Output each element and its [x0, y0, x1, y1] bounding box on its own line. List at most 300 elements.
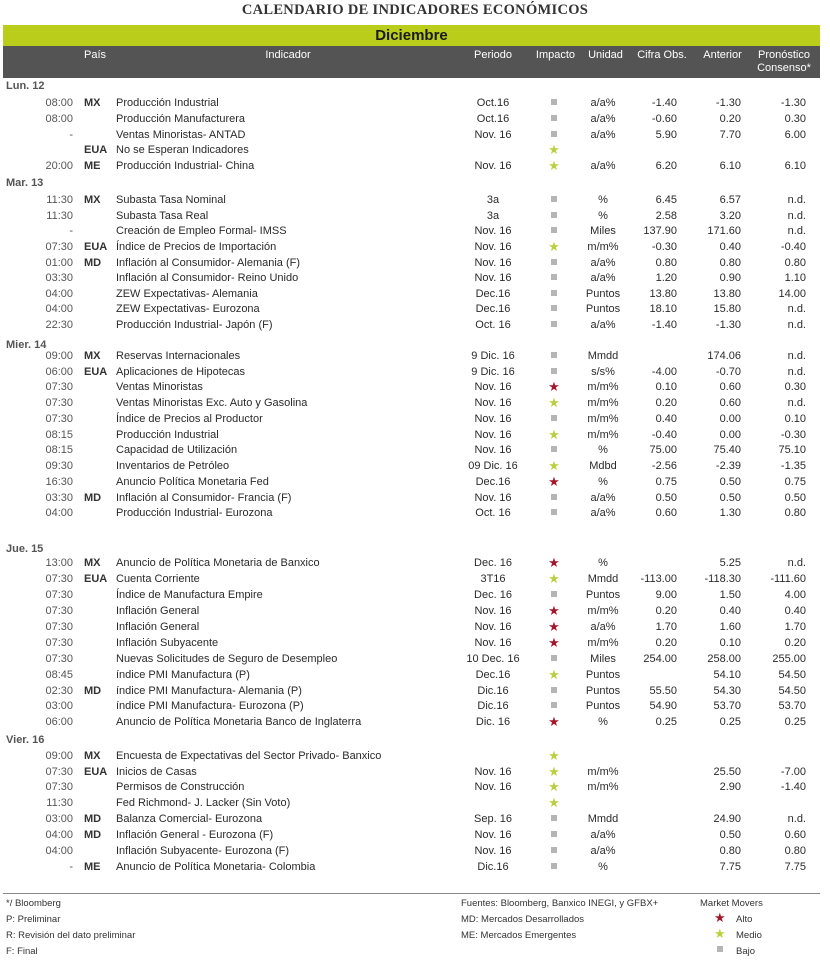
cell-previous: -118.30	[704, 573, 741, 585]
footer-divider	[3, 893, 820, 894]
cell-country: MX	[84, 750, 101, 762]
cell-impact	[537, 603, 571, 620]
cell-period: Nov. 16	[474, 444, 512, 456]
cell-indicator: Encuesta de Expectativas del Sector Privado- Banxico	[116, 750, 382, 762]
day-label: Mier. 14	[6, 339, 47, 351]
impact-medium-star-icon: ★	[548, 458, 560, 473]
impact-medium-star-icon: ★	[548, 395, 560, 410]
footer-final: F: Final	[6, 946, 38, 957]
cell-period: Nov. 16	[474, 241, 512, 253]
cell-unit: a/a%	[590, 621, 616, 633]
cell-period: Dic.16	[477, 861, 509, 873]
impact-low-square-icon	[551, 131, 557, 137]
cell-impact	[537, 555, 571, 572]
header-periodo: Periodo	[474, 49, 512, 61]
cell-indicator: Ventas Minoristas Exc. Auto y Gasolina	[116, 397, 308, 409]
header-anterior: Anterior	[703, 49, 742, 61]
cell-consensus: -7.00	[780, 766, 806, 778]
cell-period: Dec. 16	[474, 557, 512, 569]
cell-consensus: 6.10	[784, 160, 806, 172]
cell-indicator: Subasta Tasa Real	[116, 210, 209, 222]
cell-previous: 0.50	[719, 829, 741, 841]
table-row	[0, 142, 830, 158]
cell-consensus: 1.70	[784, 621, 806, 633]
header-cifra: Cifra Obs.	[637, 49, 687, 61]
cell-time: 03:30	[45, 492, 73, 504]
cell-consensus: 53.70	[778, 700, 806, 712]
cell-impact	[537, 255, 571, 271]
cell-unit: m/m%	[587, 381, 619, 393]
cell-consensus: n.d.	[787, 303, 806, 315]
cell-period: Sep. 16	[474, 813, 512, 825]
legend-medio-icon: ★	[714, 926, 726, 941]
cell-period: Oct. 16	[475, 319, 511, 331]
cell-observed: 5.90	[655, 129, 677, 141]
cell-indicator: Inflación General - Eurozona (F)	[116, 829, 274, 841]
cell-previous: 54.30	[713, 685, 741, 697]
cell-impact	[537, 158, 571, 175]
cell-time: 11:30	[46, 797, 73, 809]
cell-consensus: 75.10	[778, 444, 806, 456]
cell-indicator: Aplicaciones de Hipotecas	[116, 366, 246, 378]
cell-previous: 0.10	[719, 637, 741, 649]
cell-consensus: -1.40	[780, 781, 806, 793]
cell-time: 01:00	[45, 257, 73, 269]
cell-unit: %	[598, 194, 608, 206]
cell-observed: 0.25	[655, 716, 677, 728]
cell-time: 07:30	[45, 653, 73, 665]
cell-indicator: Producción Industrial	[116, 97, 219, 109]
cell-previous: 0.90	[719, 272, 741, 284]
cell-period: 10 Dec. 16	[466, 653, 520, 665]
cell-impact	[537, 859, 571, 875]
cell-unit: a/a%	[590, 129, 616, 141]
cell-country: EUA	[84, 573, 108, 585]
cell-period: Oct. 16	[475, 507, 511, 519]
cell-unit: Puntos	[585, 669, 621, 681]
cell-consensus: n.d.	[787, 319, 806, 331]
cell-indicator: Inventarios de Petróleo	[116, 460, 230, 472]
cell-time: 09:00	[45, 750, 73, 762]
cell-observed: 0.20	[655, 397, 677, 409]
cell-consensus: 0.50	[784, 492, 806, 504]
cell-unit: m/m%	[587, 429, 619, 441]
cell-period: Nov. 16	[474, 605, 512, 617]
cell-country: MD	[84, 685, 102, 697]
cell-time: 22:30	[45, 319, 73, 331]
cell-indicator: Nuevas Solicitudes de Seguro de Desempleo	[116, 653, 338, 665]
cell-consensus: 0.80	[784, 845, 806, 857]
cell-observed: -1.40	[651, 97, 677, 109]
legend-bajo-icon	[717, 945, 723, 956]
cell-previous: 1.30	[719, 507, 741, 519]
cell-observed: -1.40	[651, 319, 677, 331]
cell-previous: 2.90	[719, 781, 741, 793]
impact-high-star-icon: ★	[548, 474, 560, 489]
cell-previous: 0.00	[719, 429, 741, 441]
cell-indicator: ZEW Expectativas- Eurozona	[116, 303, 260, 315]
cell-period: Dec.16	[475, 476, 511, 488]
cell-previous: 13.80	[713, 288, 741, 300]
cell-period: Nov. 16	[474, 845, 512, 857]
impact-medium-star-icon: ★	[548, 748, 560, 763]
cell-previous: 15.80	[713, 303, 741, 315]
cell-consensus: 54.50	[778, 669, 806, 681]
cell-indicator: Creación de Empleo Formal- IMSS	[116, 225, 287, 237]
cell-observed: -4.00	[651, 366, 677, 378]
cell-country: MD	[84, 813, 102, 825]
cell-period: Nov. 16	[474, 492, 512, 504]
cell-observed: 2.58	[655, 210, 677, 222]
impact-low-square-icon	[551, 115, 557, 121]
cell-time: 04:00	[45, 288, 73, 300]
cell-country: EUA	[84, 241, 108, 253]
cell-indicator: Permisos de Construcción	[116, 781, 245, 793]
table-row	[0, 442, 830, 458]
cell-impact	[537, 651, 571, 667]
cell-observed: -0.40	[651, 429, 677, 441]
cell-period: Dic. 16	[475, 716, 511, 728]
table-row	[0, 635, 830, 651]
cell-period: 09 Dic. 16	[468, 460, 518, 472]
impact-medium-star-icon: ★	[548, 795, 560, 810]
page-title: CALENDARIO DE INDICADORES ECONÓMICOS	[241, 2, 589, 18]
cell-time: 07:30	[45, 637, 73, 649]
cell-previous: 0.80	[719, 845, 741, 857]
cell-impact	[537, 317, 571, 333]
cell-observed: 13.80	[649, 288, 677, 300]
cell-time: -	[69, 225, 73, 237]
cell-country: EUA	[84, 766, 108, 778]
cell-period: Nov. 16	[474, 257, 512, 269]
table-row	[0, 683, 830, 699]
impact-low-square-icon	[551, 290, 557, 296]
impact-medium-star-icon: ★	[548, 571, 560, 586]
cell-consensus: 6.00	[784, 129, 806, 141]
cell-country: EUA	[84, 144, 108, 156]
footer-preliminar: P: Preliminar	[6, 914, 61, 925]
cell-observed: 137.90	[643, 225, 677, 237]
cell-indicator: Inflación Subyacente	[116, 637, 219, 649]
cell-time: 07:30	[45, 381, 73, 393]
cell-consensus: 14.00	[778, 288, 806, 300]
table-row	[0, 714, 830, 730]
cell-observed: 0.80	[655, 257, 677, 269]
impact-low-square-icon	[551, 446, 557, 452]
table-row	[0, 239, 830, 255]
cell-previous: 75.40	[713, 444, 741, 456]
day-label: Vier. 16	[6, 734, 45, 746]
cell-unit: m/m%	[587, 241, 619, 253]
cell-indicator: Fed Richmond- J. Lacker (Sin Voto)	[116, 797, 291, 809]
cell-time: 04:00	[45, 845, 73, 857]
cell-impact	[537, 142, 571, 159]
cell-previous: 0.40	[719, 605, 741, 617]
cell-previous: -0.70	[715, 366, 741, 378]
cell-indicator: Inflación al Consumidor- Francia (F)	[116, 492, 292, 504]
cell-impact	[537, 667, 571, 684]
table-row	[0, 379, 830, 395]
cell-impact	[537, 411, 571, 427]
table-row	[0, 748, 830, 764]
cell-period: Oct.16	[476, 97, 510, 109]
cell-time: 13:00	[45, 557, 73, 569]
cell-indicator: Ventas Minoristas- ANTAD	[116, 129, 246, 141]
cell-country: MX	[84, 557, 101, 569]
cell-consensus: -111.60	[770, 573, 806, 585]
cell-unit: a/a%	[590, 160, 616, 172]
cell-previous: -1.30	[715, 319, 741, 331]
cell-consensus: 0.30	[784, 381, 806, 393]
impact-medium-star-icon: ★	[548, 779, 560, 794]
footer-me: ME: Mercados Emergentes	[461, 930, 577, 941]
cell-observed: 254.00	[643, 653, 677, 665]
cell-consensus: n.d.	[787, 813, 806, 825]
footer-market-movers: Market Movers	[700, 898, 763, 909]
cell-period: Dec. 16	[474, 589, 512, 601]
cell-unit: %	[598, 476, 608, 488]
cell-observed: 1.20	[655, 272, 677, 284]
cell-period: Nov. 16	[474, 397, 512, 409]
cell-unit: Puntos	[585, 589, 621, 601]
cell-consensus: 0.20	[784, 637, 806, 649]
cell-consensus: 1.10	[784, 272, 806, 284]
impact-low-square-icon	[551, 863, 557, 869]
cell-impact	[537, 827, 571, 843]
header-impacto: Impacto	[535, 49, 576, 61]
cell-time: 07:30	[45, 589, 73, 601]
table-row	[0, 619, 830, 635]
cell-indicator: Inflación al Consumidor- Alemania (F)	[116, 257, 301, 269]
header-pronostico	[751, 49, 817, 75]
cell-consensus: n.d.	[787, 557, 806, 569]
cell-indicator: Subasta Tasa Nominal	[116, 194, 226, 206]
table-row	[0, 779, 830, 795]
cell-period: Nov. 16	[474, 781, 512, 793]
impact-low-square-icon	[551, 212, 557, 218]
cell-country: MD	[84, 829, 102, 841]
impact-low-square-icon	[551, 847, 557, 853]
cell-unit: m/m%	[587, 781, 619, 793]
cell-unit: m/m%	[587, 397, 619, 409]
cell-previous: 1.60	[719, 621, 741, 633]
cell-time: 08:45	[45, 669, 73, 681]
day-label: Lun. 12	[6, 80, 45, 92]
cell-impact	[537, 301, 571, 317]
cell-consensus: 0.75	[784, 476, 806, 488]
table-row	[0, 811, 830, 827]
cell-period: Nov. 16	[474, 621, 512, 633]
cell-time: 03:30	[45, 272, 73, 284]
cell-indicator: Anuncio Política Monetaria Fed	[116, 476, 269, 488]
cell-time: 07:30	[45, 621, 73, 633]
cell-previous: -2.39	[715, 460, 741, 472]
cell-consensus: n.d.	[787, 210, 806, 222]
cell-impact	[537, 698, 571, 714]
cell-previous: 0.50	[719, 492, 741, 504]
cell-previous: 7.75	[719, 861, 741, 873]
cell-observed: 55.50	[649, 685, 677, 697]
cell-indicator: Inflación Subyacente- Eurozona (F)	[116, 845, 290, 857]
cell-unit: m/m%	[587, 766, 619, 778]
cell-time: 04:00	[45, 303, 73, 315]
cell-observed: 0.60	[655, 507, 677, 519]
cell-consensus: 0.25	[784, 716, 806, 728]
footer-md: MD: Mercados Desarrollados	[461, 914, 585, 925]
cell-observed: -0.60	[651, 113, 677, 125]
cell-indicator: Producción Industrial	[116, 429, 219, 441]
impact-low-square-icon	[551, 591, 557, 597]
table-row	[0, 427, 830, 443]
cell-time: -	[69, 129, 73, 141]
cell-country: MD	[84, 492, 102, 504]
impact-low-square-icon	[551, 274, 557, 280]
table-row	[0, 505, 830, 521]
table-header	[3, 46, 820, 78]
table-row	[0, 490, 830, 506]
cell-impact	[537, 571, 571, 588]
cell-observed: 0.20	[655, 637, 677, 649]
cell-consensus: n.d.	[787, 397, 806, 409]
cell-period: Nov. 16	[474, 829, 512, 841]
table-row	[0, 286, 830, 302]
cell-time: 03:00	[45, 813, 73, 825]
cell-observed: -0.30	[651, 241, 677, 253]
cell-period: 9 Dic. 16	[471, 350, 515, 362]
cell-indicator: índice PMI Manufactura- Alemania (P)	[116, 685, 302, 697]
cell-consensus: 255.00	[772, 653, 806, 665]
cell-impact	[537, 379, 571, 396]
cell-time: 07:30	[45, 573, 73, 585]
cell-impact	[537, 811, 571, 827]
impact-high-star-icon: ★	[548, 379, 560, 394]
cell-time: -	[69, 861, 73, 873]
cell-indicator: Producción Industrial- China	[116, 160, 255, 172]
cell-observed: 18.10	[649, 303, 677, 315]
month-banner: Diciembre	[3, 25, 820, 46]
cell-indicator: No se Esperan Indicadores	[116, 144, 249, 156]
cell-unit: m/m%	[587, 605, 619, 617]
cell-time: 07:30	[45, 781, 73, 793]
impact-low-square-icon	[551, 815, 557, 821]
cell-period: 3T16	[480, 573, 506, 585]
table-row	[0, 95, 830, 111]
cell-time: 07:30	[45, 241, 73, 253]
cell-impact	[537, 127, 571, 143]
cell-period: Nov. 16	[474, 129, 512, 141]
impact-low-square-icon	[551, 259, 557, 265]
impact-medium-star-icon: ★	[548, 158, 560, 173]
cell-indicator: Índice de Precios de Importación	[116, 241, 277, 253]
cell-period: Dec.16	[475, 288, 511, 300]
cell-time: 04:00	[45, 829, 73, 841]
cell-country: MD	[84, 257, 102, 269]
impact-low-square-icon	[551, 702, 557, 708]
cell-indicator: índice PMI Manufactura- Eurozona (P)	[116, 700, 304, 712]
cell-time: 03:00	[45, 700, 73, 712]
table-row	[0, 364, 830, 380]
legend-bajo-label: Bajo	[736, 946, 756, 957]
cell-previous: 0.40	[719, 241, 741, 253]
cell-time: 20:00	[45, 160, 73, 172]
cell-previous: 6.10	[719, 160, 741, 172]
cell-previous: 0.25	[719, 716, 741, 728]
cell-observed: 1.70	[655, 621, 677, 633]
impact-low-square-icon	[551, 227, 557, 233]
impact-low-square-icon	[551, 305, 557, 311]
cell-indicator: Inflación General	[116, 605, 200, 617]
cell-country: EUA	[84, 366, 108, 378]
cell-unit: Mmdd	[587, 573, 619, 585]
cell-impact	[537, 270, 571, 286]
cell-time: 11:30	[46, 194, 73, 206]
footer-fuentes: Fuentes: Bloomberg, Banxico INEGI, y GFBX+	[461, 898, 659, 909]
cell-unit: %	[598, 716, 608, 728]
footer-revision: R: Revisión del dato preliminar	[6, 930, 136, 941]
cell-consensus: n.d.	[787, 366, 806, 378]
cell-consensus: 0.30	[784, 113, 806, 125]
impact-low-square-icon	[551, 352, 557, 358]
cell-previous: 3.20	[719, 210, 741, 222]
cell-unit: Mdbd	[589, 460, 617, 472]
table-row	[0, 458, 830, 474]
legend-medio-label: Medio	[736, 930, 762, 941]
cell-previous: 0.20	[719, 113, 741, 125]
cell-impact	[537, 442, 571, 458]
footer-bloomberg: */ Bloomberg	[6, 898, 61, 909]
table-row	[0, 223, 830, 239]
cell-period: Dic.16	[477, 700, 509, 712]
cell-previous: -1.30	[715, 97, 741, 109]
cell-indicator: Producción Industrial- Japón (F)	[116, 319, 273, 331]
cell-unit: Miles	[590, 653, 616, 665]
cell-previous: 5.25	[719, 557, 741, 569]
cell-impact	[537, 364, 571, 380]
cell-unit: a/a%	[590, 492, 616, 504]
cell-period: Dic.16	[477, 685, 509, 697]
table-row	[0, 255, 830, 271]
cell-period: Nov. 16	[474, 637, 512, 649]
table-row	[0, 827, 830, 843]
day-label: Mar. 13	[6, 177, 44, 189]
cell-impact	[537, 795, 571, 812]
impact-medium-star-icon: ★	[548, 764, 560, 779]
cell-consensus: -1.35	[780, 460, 806, 472]
cell-observed: 0.50	[655, 492, 677, 504]
cell-time: 06:00	[45, 716, 73, 728]
cell-unit: a/a%	[590, 97, 616, 109]
cell-time: 07:30	[45, 397, 73, 409]
cell-period: Nov. 16	[474, 429, 512, 441]
table-row	[0, 667, 830, 683]
cell-time: 16:30	[45, 476, 73, 488]
cell-time: 09:00	[45, 350, 73, 362]
cell-unit: %	[598, 444, 608, 456]
cell-consensus: 0.40	[784, 605, 806, 617]
cell-indicator: índice PMI Manufactura (P)	[116, 669, 250, 681]
cell-unit: Miles	[590, 225, 616, 237]
cell-time: 04:00	[45, 507, 73, 519]
cell-unit: %	[598, 210, 608, 222]
table-row	[0, 111, 830, 127]
cell-impact	[537, 239, 571, 256]
cell-time: 11:30	[46, 210, 73, 222]
cell-impact	[537, 348, 571, 364]
impact-low-square-icon	[551, 509, 557, 515]
cell-time: 08:15	[45, 444, 73, 456]
table-row	[0, 395, 830, 411]
cell-indicator: Anuncio de Política Monetaria- Colombia	[116, 861, 316, 873]
